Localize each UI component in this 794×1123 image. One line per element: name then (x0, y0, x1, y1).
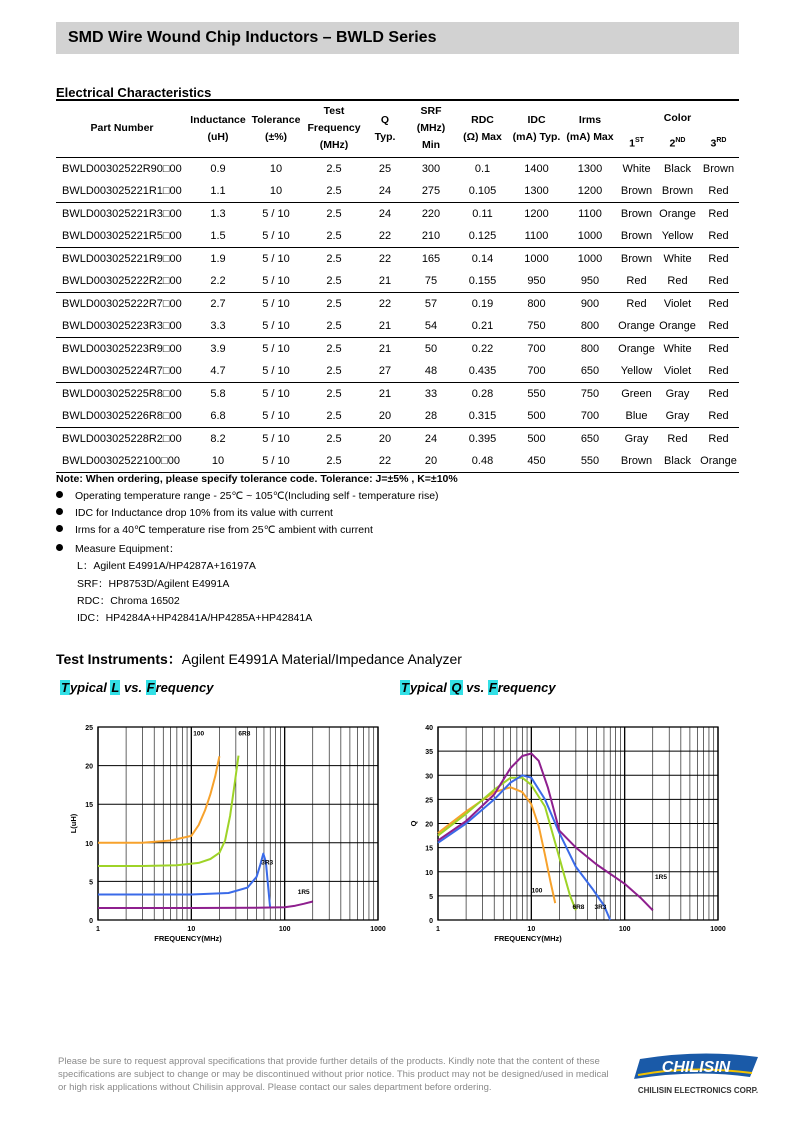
table-cell: 5.8 (210, 387, 226, 400)
table-cell: 5 / 10 (262, 274, 290, 287)
table-cell: 1.9 (210, 252, 226, 265)
table-cell: White (663, 342, 692, 355)
table-cell: Brown (702, 162, 735, 175)
table-cell: 0.19 (471, 297, 494, 310)
table-cell: 20 (424, 454, 438, 467)
y-tick-label: 0 (89, 918, 93, 925)
table-cell: 650 (580, 364, 600, 377)
table-cell: Brown (620, 229, 653, 242)
table-cell: White (622, 162, 651, 175)
table-cell: 2.5 (326, 297, 342, 310)
table-cell: Green (621, 387, 652, 400)
table-cell: 0.315 (468, 409, 497, 422)
ordering-note: Note: When ordering, please specify tolerance code. Tolerance: J=±5% , K=±10% (56, 473, 458, 485)
table-cell: 20 (378, 432, 392, 445)
table-cell: 0.9 (210, 162, 226, 175)
table-cell: Orange (659, 207, 696, 220)
table-cell: 10 (269, 162, 283, 175)
table-cell: 54 (424, 319, 438, 332)
table-cell: Blue (625, 409, 648, 422)
bullet-item: IDC for Inductance drop 10% from its value with current (56, 507, 333, 519)
table-cell: 2.5 (326, 274, 342, 287)
table-cell: 500 (527, 432, 546, 445)
table-cell: 24 (378, 184, 392, 197)
table-cell: 800 (527, 297, 546, 310)
equipment-item: SRF：HP8753D/Agilent E4991A (77, 578, 230, 590)
table-row (56, 180, 739, 203)
table-row (56, 382, 739, 405)
table-cell: BWLD003025224R7□00 (62, 364, 182, 377)
series-label: 100 (531, 887, 543, 895)
table-cell: Orange (618, 319, 655, 332)
table-cell: 50 (424, 342, 438, 355)
bullet-item: Irms for a 40℃ temperature rise from 25℃ ambient with current (56, 524, 373, 536)
y-tick-label: 10 (85, 840, 93, 848)
table-cell: Red (708, 387, 729, 400)
table-cell: Black (664, 162, 691, 175)
table-cell: 1300 (577, 162, 603, 175)
series-label: 1R5 (655, 873, 667, 881)
electrical-characteristics-table (56, 101, 739, 473)
bullet-dot-icon (56, 544, 63, 551)
table-cell: Red (667, 432, 688, 445)
logo-company: CHILISIN ELECTRONICS CORP. (637, 1086, 759, 1095)
y-axis-label: L(uH) (69, 813, 78, 834)
th-color-label: Color (663, 112, 692, 124)
table-cell: 1100 (578, 207, 602, 220)
table-body (56, 157, 739, 472)
table-cell: BWLD003025228R2□00 (62, 432, 182, 445)
table-cell: 0.435 (468, 364, 497, 377)
table-cell: 0.48 (471, 454, 494, 467)
table-cell: Brown (620, 252, 653, 265)
x-tick-label: 1000 (370, 926, 386, 933)
table-cell: 220 (421, 207, 441, 220)
bullet-dot-icon (56, 525, 63, 532)
table-cell: Red (708, 297, 729, 310)
table-cell: 1200 (577, 184, 603, 197)
table-cell: 21 (378, 319, 392, 332)
table-row (56, 157, 739, 180)
table-cell: 650 (580, 432, 600, 445)
table-cell: 57 (424, 297, 438, 310)
table-cell: 22 (378, 297, 392, 310)
table-cell: BWLD003025225R8□00 (62, 387, 182, 400)
table-cell: 1100 (524, 229, 549, 242)
table-cell: 5 / 10 (262, 207, 290, 220)
table-cell: 800 (580, 342, 600, 355)
y-tick-label: 35 (425, 749, 433, 757)
table-cell: 275 (421, 184, 441, 197)
th-color-1st: 1ST (629, 137, 644, 150)
table-cell: Black (664, 454, 691, 467)
table-cell: 6.8 (210, 409, 226, 422)
table-cell: 950 (580, 274, 600, 287)
table-cell: 22 (378, 454, 392, 467)
table-cell: 5 / 10 (262, 364, 290, 377)
th-color-3rd: 3RD (710, 137, 727, 150)
table-cell: Red (708, 409, 729, 422)
th-part-number: Part Number (90, 122, 154, 135)
table-cell: 500 (527, 409, 546, 422)
y-tick-label: 20 (425, 821, 433, 829)
table-cell: Red (708, 319, 729, 332)
table-cell: Red (708, 432, 729, 445)
th-inductance: Inductance (uH) (190, 113, 246, 143)
series-label: 100 (193, 730, 205, 738)
table-cell: Gray (624, 432, 649, 445)
table-cell: 0.28 (471, 387, 494, 400)
table-cell: 25 (378, 162, 392, 175)
table-cell: 0.1 (474, 162, 491, 175)
y-tick-label: 15 (85, 802, 93, 810)
th-srf: SRF (MHz) Min (416, 105, 446, 152)
table-cell: 1.5 (210, 229, 226, 242)
logo-brand: CHILISIN (661, 1059, 731, 1076)
table-cell: Red (708, 364, 729, 377)
table-cell: 3.9 (210, 342, 226, 355)
table-cell: 2.7 (210, 297, 226, 310)
table-cell: 24 (378, 207, 392, 220)
table-cell: Brown (620, 184, 653, 197)
bullet-item: Measure Equipment： (56, 541, 179, 556)
table-cell: 800 (580, 319, 600, 332)
table-cell: 700 (527, 342, 546, 355)
table-cell: Violet (663, 297, 692, 310)
table-cell: 5 / 10 (262, 454, 290, 467)
table-cell: 10 (269, 184, 283, 197)
y-tick-label: 25 (85, 725, 93, 732)
table-cell: 2.5 (326, 229, 342, 242)
table-cell: Red (708, 229, 729, 242)
table-row (56, 315, 739, 338)
table-cell: Brown (661, 184, 694, 197)
table-cell: Red (708, 252, 729, 265)
y-tick-label: 30 (425, 773, 433, 781)
table-cell: 950 (527, 274, 546, 287)
chilisin-logo (630, 1047, 770, 1097)
table-cell: 22 (378, 252, 392, 265)
table-cell: 2.5 (326, 342, 342, 355)
th-irms: Irms (mA) Max (566, 113, 614, 143)
y-tick-label: 15 (425, 845, 433, 853)
x-tick-label: 10 (527, 926, 536, 933)
y-tick-label: 5 (429, 893, 433, 901)
table-cell: 2.5 (326, 432, 342, 445)
table-cell: White (663, 252, 692, 265)
table-cell: 5 / 10 (262, 342, 290, 355)
table-cell: 10 (211, 454, 225, 467)
table-cell: 2.5 (326, 409, 342, 422)
th-color (616, 101, 739, 157)
table-cell: Brown (620, 454, 653, 467)
table-row (56, 202, 739, 225)
table-row (56, 427, 739, 450)
table-cell: 1000 (577, 229, 603, 242)
table-cell: BWLD003025223R9□00 (62, 342, 182, 355)
chilisin-logo-icon (630, 1047, 770, 1097)
table-cell: Yellow (620, 364, 653, 377)
table-cell: 0.395 (468, 432, 497, 445)
table-row (56, 337, 739, 360)
q-vs-frequency-chart (400, 715, 730, 955)
table-cell: 210 (421, 229, 441, 242)
table-cell: BWLD003025222R2□00 (62, 274, 182, 287)
table-cell: 20 (378, 409, 392, 422)
table-cell: 5 / 10 (262, 432, 290, 445)
table-cell: Yellow (661, 229, 694, 242)
bullet-dot-icon (56, 491, 63, 498)
table-cell: Red (626, 297, 647, 310)
table-cell: 1.1 (210, 184, 226, 197)
test-instruments: Test Instruments：Agilent E4991A Material/Impedance Analyzer (56, 651, 462, 667)
table-row (56, 225, 739, 248)
table-header-row (56, 101, 739, 157)
equipment-item: IDC：HP4284A+HP42841A/HP4285A+HP42841A (77, 612, 313, 624)
chart-title-q: Typical Q vs. Frequency (401, 680, 556, 695)
l-vs-frequency-chart (60, 715, 390, 955)
table-cell: 21 (378, 387, 392, 400)
table-cell: 450 (527, 454, 546, 467)
table-cell: 75 (424, 274, 438, 287)
table-cell: 0.11 (472, 207, 493, 220)
table-cell: 5 / 10 (262, 387, 290, 400)
th-idc: IDC (mA) Typ. (512, 113, 561, 143)
y-tick-label: 20 (85, 763, 93, 771)
table-cell: BWLD00302522100□00 (62, 454, 180, 467)
x-tick-label: 10 (187, 926, 196, 933)
table-cell: 27 (378, 364, 392, 377)
y-axis-label: Q (409, 820, 418, 827)
th-tolerance: Tolerance (±%) (251, 113, 301, 143)
table-cell: 1000 (524, 252, 549, 265)
table-cell: Red (708, 207, 729, 220)
table-cell: 3.3 (210, 319, 226, 332)
table-cell: 0.22 (471, 342, 494, 355)
table-cell: 2.5 (326, 319, 342, 332)
table-cell: 2.5 (326, 207, 342, 220)
table-cell: 165 (421, 252, 441, 265)
table-cell: 1200 (524, 207, 549, 220)
table-cell: 700 (527, 364, 546, 377)
table-cell: 700 (580, 409, 600, 422)
table-cell: BWLD003025221R3□00 (62, 207, 182, 220)
table-cell: 1000 (577, 252, 603, 265)
table-cell: Orange (618, 342, 655, 355)
table-cell: 22 (378, 229, 392, 242)
table-cell: Red (667, 274, 688, 287)
table-cell: 900 (580, 297, 600, 310)
table-cell: 28 (424, 409, 438, 422)
table-cell: 21 (378, 342, 392, 355)
equipment-item: RDC：Chroma 16502 (77, 595, 180, 607)
table-cell: 4.7 (210, 364, 226, 377)
page-title: SMD Wire Wound Chip Inductors – BWLD Series (68, 29, 437, 46)
table-cell: 750 (527, 319, 546, 332)
table-cell: 5 / 10 (262, 252, 290, 265)
table-cell: 2.2 (210, 274, 226, 287)
bullet-item: Operating temperature range - 25℃ ~ 105℃(Including self - temperature rise) (56, 490, 439, 502)
equipment-item: L：Agilent E4991A/HP4287A+16197A (77, 560, 256, 572)
table-cell: 300 (421, 162, 441, 175)
table-cell: 0.125 (468, 229, 497, 242)
table-cell: BWLD003025221R1□00 (62, 184, 182, 197)
table-cell: BWLD00302522R90□00 (62, 162, 182, 175)
table-cell: 2.5 (326, 387, 342, 400)
table-cell: 5 / 10 (262, 229, 290, 242)
table-cell: 750 (580, 387, 600, 400)
table-cell: Orange (700, 454, 737, 467)
table-cell: BWLD003025223R3□00 (62, 319, 182, 332)
x-axis-label: FREQUENCY(MHz) (154, 934, 222, 943)
table-cell: 48 (424, 364, 438, 377)
table-cell: Violet (663, 364, 692, 377)
th-color-2nd: 2ND (669, 137, 686, 150)
table-cell: Gray (665, 409, 690, 422)
table-cell: Gray (665, 387, 690, 400)
y-tick-label: 10 (425, 869, 433, 877)
y-tick-label: 25 (425, 797, 433, 805)
x-tick-label: 1 (96, 926, 100, 933)
th-q: Q Typ. (374, 113, 396, 143)
table-cell: 1.3 (210, 207, 226, 220)
series-label: 1R5 (297, 888, 310, 896)
series-label: 6R8 (572, 903, 585, 911)
table-cell: 5 / 10 (262, 297, 290, 310)
table-row (56, 360, 739, 383)
table-cell: 2.5 (326, 364, 342, 377)
table-cell: 8.2 (210, 432, 226, 445)
table-cell: Brown (620, 207, 653, 220)
table-cell: 2.5 (326, 162, 342, 175)
table-cell: 24 (424, 432, 438, 445)
table-cell: Red (708, 342, 729, 355)
series-label: 3R3 (261, 859, 274, 867)
x-tick-label: 100 (618, 926, 631, 933)
table-cell: 5 / 10 (262, 409, 290, 422)
table-cell: 1400 (524, 162, 549, 175)
series-label: 3R3 (594, 903, 607, 911)
y-tick-label: 5 (89, 879, 93, 887)
table-cell: 2.5 (326, 252, 342, 265)
table-cell: 550 (580, 454, 600, 467)
th-test-frequency: Test Frequency (MHz) (307, 105, 361, 152)
table-cell: 1300 (524, 184, 549, 197)
table-row (56, 405, 739, 428)
table-cell: 0.155 (468, 274, 497, 287)
footer-disclaimer: Please be sure to request approval specifications that provide further details of the products. Kindly note that the content of these specifications are subject to change or may be discontinued without prior notice. This product may not be designed/used in medical or high risk applications without Chilisin approval. Please contact our sales department before ordering. (58, 1056, 609, 1093)
x-tick-label: 1 (436, 926, 440, 933)
table-cell: 550 (527, 387, 546, 400)
table-cell: BWLD003025222R7□00 (62, 297, 182, 310)
chart-title-l: Typical L vs. Frequency (61, 680, 214, 695)
table-cell: BWLD003025221R9□00 (62, 252, 182, 265)
x-tick-label: 1000 (710, 926, 726, 933)
section-title: Electrical Characteristics (56, 85, 212, 100)
series-label: 6R8 (238, 730, 251, 738)
bullet-dot-icon (56, 508, 63, 515)
table-cell: 0.14 (471, 252, 494, 265)
table-row (56, 292, 739, 315)
th-rdc: RDC (Ω) Max (463, 113, 502, 143)
table-cell: 0.21 (471, 319, 494, 332)
table-row (56, 450, 739, 473)
table-cell: 2.5 (326, 184, 342, 197)
table-cell: Red (708, 274, 729, 287)
y-tick-label: 40 (425, 725, 433, 732)
table-cell: 33 (424, 387, 438, 400)
page-header (56, 22, 739, 54)
table-cell: 5 / 10 (262, 319, 290, 332)
table-cell: 0.105 (468, 184, 497, 197)
table-cell: BWLD003025226R8□00 (62, 409, 182, 422)
table-cell: BWLD003025221R5□00 (62, 229, 182, 242)
x-tick-label: 100 (278, 926, 291, 933)
table-cell: 21 (378, 274, 392, 287)
table-row (56, 247, 739, 270)
y-tick-label: 0 (429, 918, 433, 925)
table-cell: Red (626, 274, 647, 287)
table-row (56, 270, 739, 293)
table-cell: Red (708, 184, 729, 197)
table-cell: Orange (659, 319, 696, 332)
table-cell: 2.5 (326, 454, 342, 467)
x-axis-label: FREQUENCY(MHz) (494, 934, 562, 943)
